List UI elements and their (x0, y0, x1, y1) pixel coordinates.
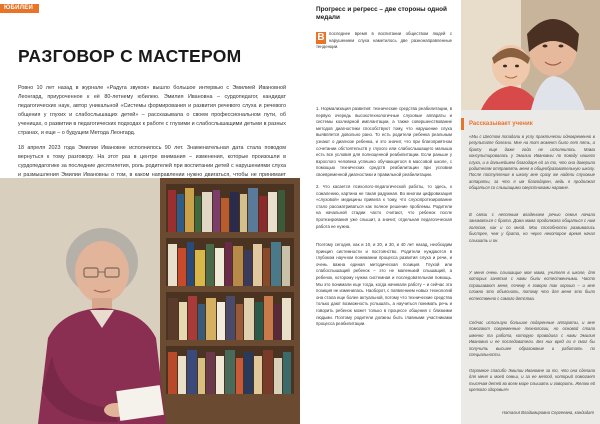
intro-paragraph-2: 18 апреля 2023 года Эмилии Ивановне исполнилось 90 лет. Знаменательная дата стала поводом вернуться к тому разговору. На этот раз в центре внимания – изменения, которые произошли в сурдопедагогике за последние десятилетия, роль родителей при воспитании детей с нарушениями слуха и размышления Эмилии Ивановны о том, в каком направлении нужно двигаться, чтобы не принимает (18, 145, 286, 178)
sidebar-column (461, 0, 600, 424)
portrait-photo (0, 178, 300, 424)
intro-paragraph-1: Ровно 10 лет назад в журнале «Радуга звуков» вышло большое интервью с Эмилией Ивановной Леонгард, приуроченное к её 80-летнему юбилею. Эмилия Ивановна – сурдопедагог, кандидат педагогических наук, автор уникальной «Системы формирования и развития речевого слуха и речевого общения у глухих и слабослышащих детей» – рассказывала о своем профессиональном пути, об ученицах, о развитии в педагогических подходах к работе с глухими и слабослышащими детьми в разных странах, и еще – о будущем Метода Леонгард. (18, 85, 286, 136)
body-paragraph-2: 1. Нормализация развития: технические средства реабилитации, в первую очередь высокотехнологичные слуховые аппараты и системы кохлеарной имплантации, а также совершенствование методов диагностики способствуют тому, что нарушение слуха выявляется довольно рано. То есть родители ребенка реальным узнают о диагнозе ребенка, и это значит, что при благоприятном сочетании обстоятельств у глухого или слабослышащего малыша есть все условия для полноценной реабилитации. Если раньше у взрослого человека успешно обучающегося в массовой школе, с помощью технических средств реабилитации при условии своевременной диагностики и правильной реабилитации. (316, 106, 452, 177)
rubric-badge: ЮБИЛЕИ (0, 4, 39, 13)
signature-title: кандидат (574, 410, 594, 415)
body-paragraph-4: Поэтому сегодня, как и 10, и 20, и 30, и 40 лет назад, необходим принцип системности и постоянство. Родители нуждаются в глубоком научном понимании процесса развития слуха и речи, и очень важна единая методическая позиция. Глухой или слабослышащий ребенок – это не маленький слышащий, а ребенок, которому нужна системная и последовательная помощь. Мы это понимали еще тогда, когда начинали работу – и сейчас эта позиция не изменилась. Наоборот, с появлением новых технологий она стала еще более актуальной, потому что технические средства только дают возможность услышать, а научиться понимать речь и говорить ребенок может только в процессе общения с близкими людьми. Поэтому родители должны быть главными участниками процесса реабилитации. (316, 242, 452, 327)
body-paragraph-3: 2. Что касается психолого-педагогической работы, то здесь, к сожалению, картина не такая радужная. Во многом цифровизация «слуховой» медицины привела к тому, что слухопротезирование стало рассматриваться как полное решение проблемы. Родители на начальной стадии часто считают, что ребенок после протезирования уже слышит, а значит, отдельная педагогическая работа не нужна. (316, 184, 452, 229)
accent-bar (461, 118, 464, 130)
body-paragraph-1 (316, 31, 452, 51)
sidebar-paragraph-5: Огромное спасибо Эмилии Ивановне за то, что она сделала для меня и моей семьи, и за ее метод, который помогает тысячам детей во всем мире слышать и говорить. Желаю ей крепкого здоровья!» (469, 368, 595, 393)
child-photo (461, 0, 600, 110)
sidebar-paragraph-3: У меня очень слышащие моя мама, учителя в школе, для которых занятия с нами были естественными. Часто спрашивают меня, почему я говорю так хорошо – и мне сложно это объяснить, потому что для меня это было естественно с самого детства. (469, 270, 595, 301)
sidebar-box-title: Рассказывает ученик (469, 121, 533, 127)
signature-name: Наталья Владимировна Сергеевна, (502, 410, 574, 415)
sidebar-box-header (461, 118, 600, 130)
section-subtitle: Прогресс и регресс – две стороны одной медали (316, 6, 447, 21)
signature (502, 410, 594, 416)
sidebar-paragraph-2: В связи с неполным владением речью семья начала заниматься с брата. Дома мама продолжала общаться с ним голосом, как и со мной. Мои способности развивались быстрее, чем у брата, но через некоторое время начал слышать и он. (469, 212, 595, 243)
right-page (300, 0, 600, 424)
page-title: РАЗГОВОР С МАСТЕРОМ (18, 46, 242, 66)
body-paragraph-1-text: последнее время в воспитании обществом людей с нарушением слуха наметилось две разнонаправленные тенденции. (316, 31, 452, 50)
sidebar-paragraph-1: «Мы с Шестом попадали в услу практически одновременно в результате болезни. Мне на тот момент было лет пять, а брату еще даже года не исполнилось. Мама консультировалась у Эмилии Ивановны по поводу нашего слуха, и в дальнейшем благодаря ей за то, что она доверила родителям отправлять меня в общеобразовательную школу. После поступления в школу мне сразу же надели слуховые аппараты, за что я им благодарен, ведь я продолжал общаться со слышащими сверстниками наравне. (469, 134, 595, 191)
main-text-column (304, 0, 455, 424)
sidebar-paragraph-4: Сейчас использую большие подаренные аппараты, и мне помогают современные технологии, но основой стала именно та работа, которую проводила с нами Эмилия Ивановна и ее последователи. Без них вряд ли я смог бы получить высшее образование и работать по специальности. (469, 320, 595, 358)
drop-cap: В (317, 32, 325, 43)
